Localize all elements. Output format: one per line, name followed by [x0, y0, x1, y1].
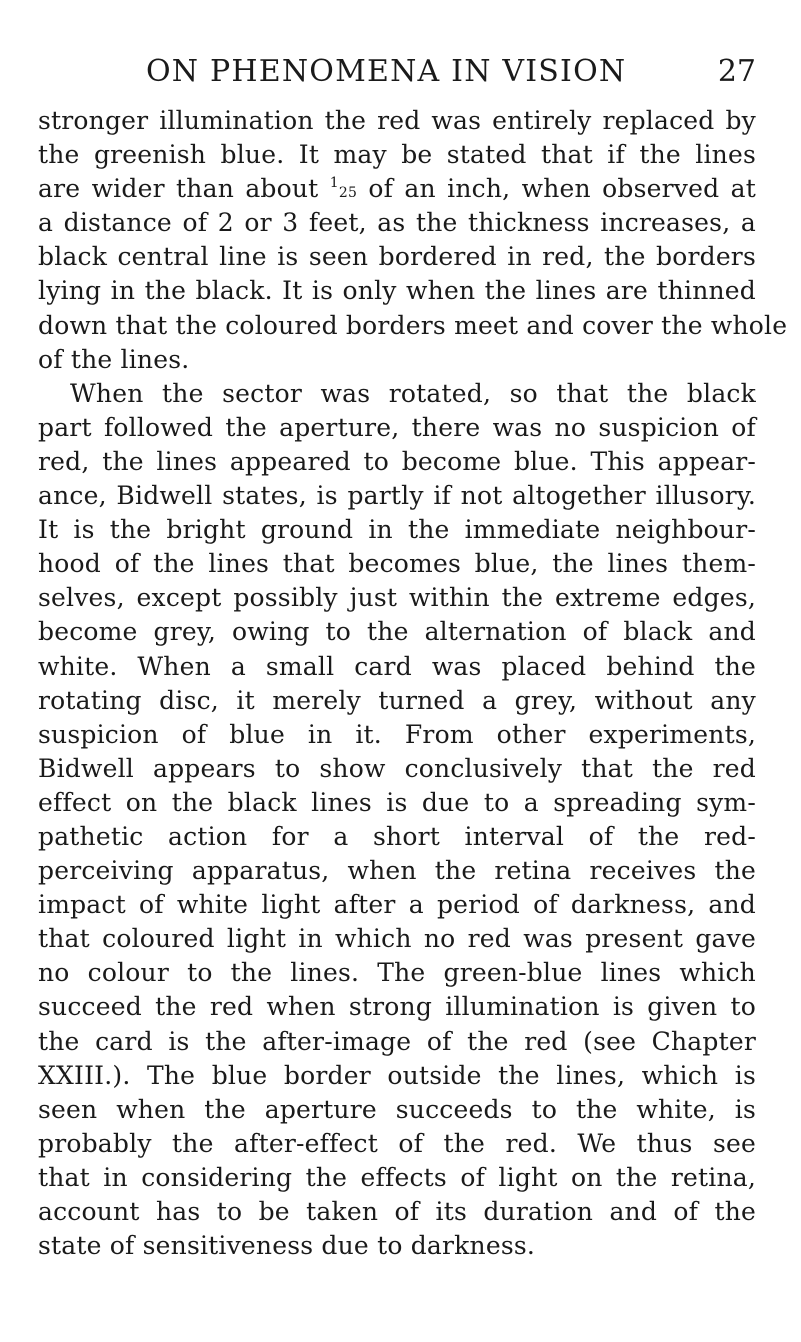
body-text	[38, 104, 788, 1263]
text-line: pathetic action for a short interval of the red-	[38, 821, 756, 851]
text-line-with-fraction	[38, 172, 756, 206]
text-line: become grey, owing to the alternation of black and	[38, 617, 756, 647]
text-line: stronger illumination the red was entirely replaced by	[38, 106, 756, 135]
text-line: seen when the aperture succeeds to the white, is	[38, 1094, 756, 1124]
text-line: account has to be taken of its duration and of the	[38, 1197, 756, 1226]
text-segment: of an inch, when observed at	[368, 174, 756, 204]
text-line: that coloured light in which no red was present gave	[38, 924, 756, 954]
text-line: Bidwell appears to show conclusively that the red	[38, 753, 756, 783]
text-line: white. When a small card was placed behind the	[38, 651, 756, 681]
text-line: suspicion of blue in it. From other experiments,	[38, 719, 756, 749]
running-title: ON PHENOMENA IN VISION	[146, 54, 627, 89]
text-line: It is the bright ground in the immediate neighbour-	[38, 515, 756, 545]
text-line: lying in the black. It is only when the lines are thinned	[38, 276, 756, 306]
text-line: When the sector was rotated, so that the black	[70, 378, 756, 408]
page-header	[38, 54, 756, 94]
text-line: that in considering the effects of light on the retina,	[38, 1162, 756, 1192]
fraction	[330, 176, 357, 200]
text-line: state of sensitiveness due to darkness.	[38, 1231, 536, 1261]
text-segment: are wider than about	[38, 174, 319, 204]
text-line: probably the after-effect of the red. We thus see	[38, 1128, 756, 1158]
text-line: rotating disc, it merely turned a grey, without any	[38, 685, 756, 715]
text-line: succeed the red when strong illumination is given to	[38, 992, 756, 1022]
text-line: ance, Bidwell states, is partly if not altogether illusory.	[38, 481, 756, 511]
text-line: hood of the lines that becomes blue, the lines them-	[38, 549, 756, 579]
fraction-numerator: 1	[329, 174, 339, 191]
text-line: of the lines.	[38, 344, 190, 374]
text-line: impact of white light after a period of darkness, and	[38, 890, 756, 920]
text-line: a distance of 2 or 3 feet, as the thickness increases, a	[38, 208, 756, 238]
text-line: XXIII.). The blue border outside the lines, which is	[38, 1060, 756, 1090]
text-line: perceiving apparatus, when the retina receives the	[38, 856, 756, 886]
text-line: the card is the after-image of the red (see Chapter	[38, 1026, 756, 1056]
text-line: effect on the black lines is due to a spreading sym-	[38, 787, 756, 817]
text-line: red, the lines appeared to become blue. This appear-	[38, 446, 756, 476]
text-line: part followed the aperture, there was no suspicion of	[38, 412, 756, 442]
text-line: selves, except possibly just within the extreme edges,	[38, 583, 756, 613]
text-line: down that the coloured borders meet and cover the whole	[38, 310, 788, 340]
text-line: no colour to the lines. The green-blue lines which	[38, 958, 756, 988]
page-number: 27	[717, 54, 756, 89]
text-line: the greenish blue. It may be stated that if the lines	[38, 140, 756, 170]
text-line: black central line is seen bordered in red, the borders	[38, 242, 756, 272]
fraction-denominator: 25	[338, 184, 358, 201]
